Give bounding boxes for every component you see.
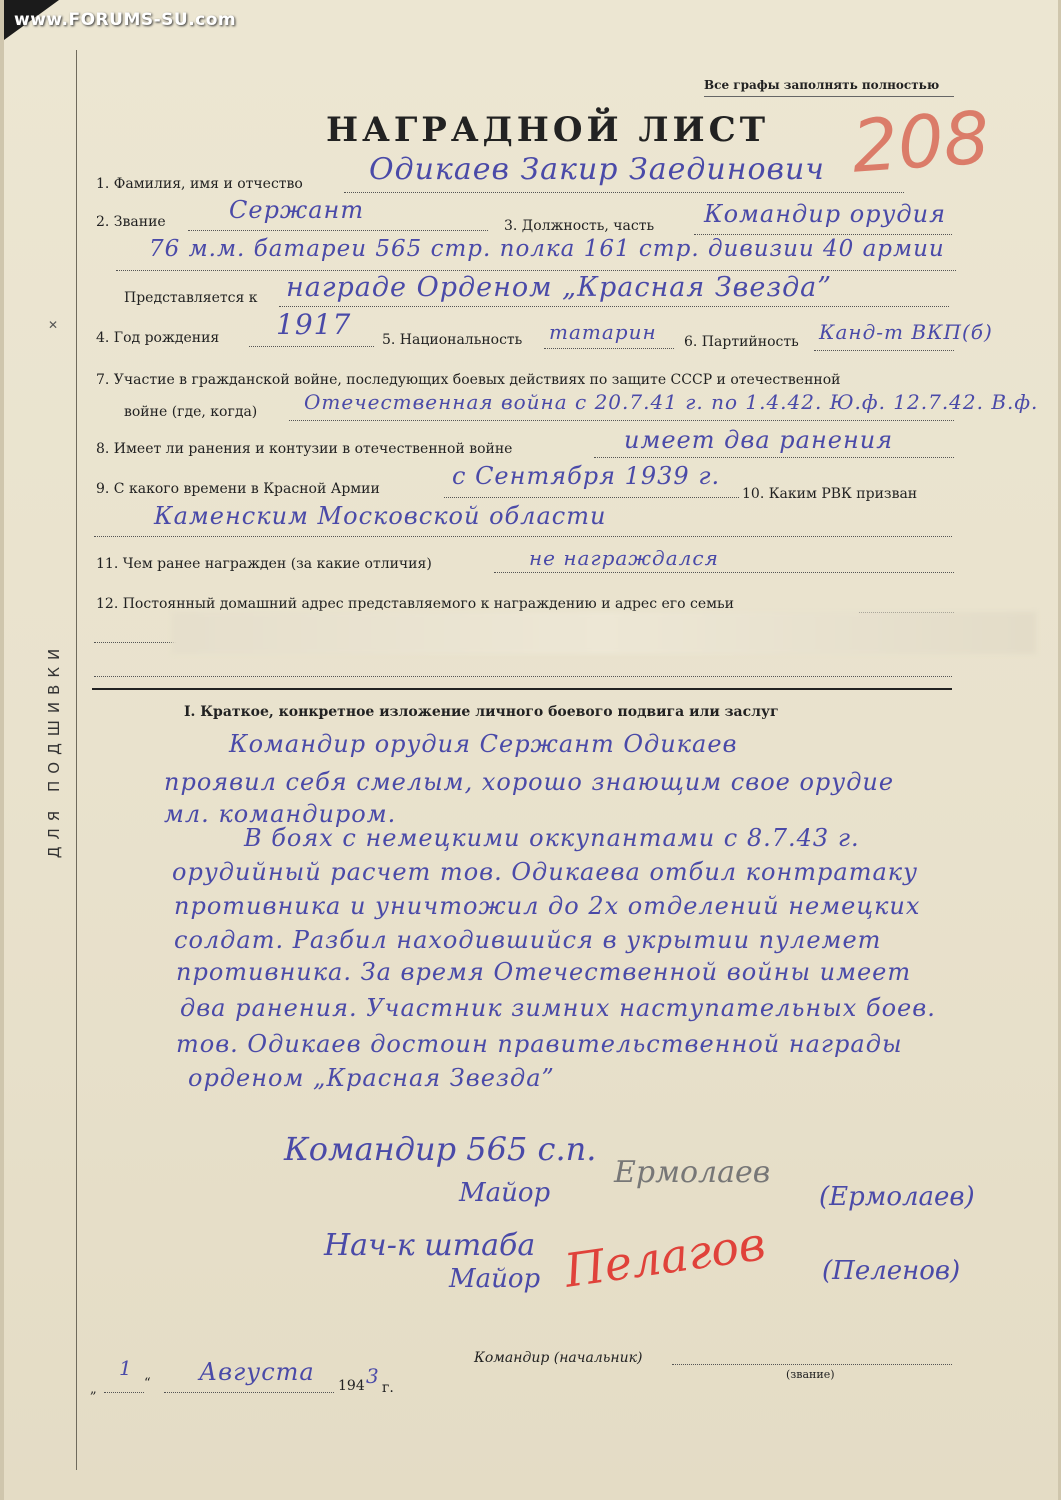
narrative-line: противника и уничтожил до 2х отделений немецких <box>174 892 921 920</box>
date-close-quote: “ <box>144 1376 151 1391</box>
field-12-label: 12. Постоянный домашний адрес представляемого к награждению и адрес его семьи <box>96 596 734 612</box>
field-10-line <box>94 536 952 537</box>
field-10-value: Каменским Московской области <box>154 502 607 530</box>
signer-2-signature: Пелагов <box>561 1216 769 1298</box>
date-month: Августа <box>199 1358 315 1386</box>
present-line <box>279 306 949 307</box>
field-3-value-cont: 76 м.м. батареи 565 стр. полка 161 стр. дивизии 40 армии <box>149 236 945 262</box>
field-9-value: с Сентября 1939 г. <box>452 462 721 490</box>
narrative-line: мл. командиром. <box>164 800 397 828</box>
narrative-line: проявил себя смелым, хорошо знающим свое орудие <box>164 768 895 796</box>
field-7-value: Отечественная война с 20.7.41 г. по 1.4.42. Ю.ф. 12.7.42. В.ф. <box>304 390 1039 414</box>
field-5-label: 5. Национальность <box>382 332 523 348</box>
date-year-end: г. <box>382 1380 394 1396</box>
watermark: www.FORUMS-SU.com <box>14 10 237 30</box>
field-6-label: 6. Партийность <box>684 334 799 350</box>
instruction-text: Все графы заполнять полностью <box>704 78 940 92</box>
field-5-value: татарин <box>549 320 657 344</box>
field-2-line <box>188 230 488 231</box>
present-value: награде Орденом „Красная Звезда” <box>286 272 833 303</box>
field-7-label-b: войне (где, когда) <box>124 404 258 420</box>
field-9-line <box>444 497 739 498</box>
field-8-label: 8. Имеет ли ранения и контузии в отечественной войне <box>96 441 513 457</box>
field-3-label: 3. Должность, часть <box>504 218 655 234</box>
date-year-prefix: 194 <box>338 1378 365 1394</box>
field-2-label: 2. Звание <box>96 214 166 230</box>
field-4-value: 1917 <box>276 308 352 341</box>
redacted-address <box>172 612 1036 654</box>
punch-mark-icon: ✕ <box>48 318 59 332</box>
document-title: НАГРАДНОЙ ЛИСТ <box>326 110 770 150</box>
field-6-line <box>814 350 954 351</box>
field-11-line <box>494 572 954 573</box>
narrative-line: орудийный расчет тов. Одикаева отбил контратаку <box>172 858 919 886</box>
section-divider <box>92 688 952 690</box>
field-3-line-2 <box>116 270 956 271</box>
signer-1-title: Командир 565 с.п. <box>284 1130 597 1168</box>
present-label: Представляется к <box>124 290 258 306</box>
field-12-line-3 <box>94 676 952 677</box>
date-day: 1 <box>119 1356 133 1380</box>
field-8-value: имеет два ранения <box>624 426 894 454</box>
date-day-line <box>104 1392 144 1393</box>
signer-1-rank: Майор <box>459 1178 551 1208</box>
narrative-line: два ранения. Участник зимних наступательных боев. <box>180 994 936 1022</box>
narrative-line: В боях с немецкими оккупантами с 8.7.43 г. <box>244 824 860 852</box>
instruction-underline <box>704 96 954 97</box>
field-5-line <box>544 348 674 349</box>
field-1-value: Одикаев Закир Заединович <box>369 152 825 187</box>
binding-margin-line <box>76 50 77 1470</box>
field-9-label: 9. С какого времени в Красной Армии <box>96 481 380 497</box>
narrative-line: солдат. Разбил находившийся в укрытии пулемет <box>174 926 882 954</box>
field-7-line <box>289 420 954 421</box>
commander-line <box>672 1364 952 1365</box>
field-2-value: Сержант <box>229 196 365 224</box>
signer-1-signature: Ермолаев <box>614 1155 771 1190</box>
field-4-line <box>249 346 374 347</box>
field-1-label: 1. Фамилия, имя и отчество <box>96 176 303 192</box>
field-10-label: 10. Каким РВК призван <box>742 486 918 502</box>
rank-caption: (звание) <box>786 1368 835 1381</box>
stamp-number: 208 <box>849 95 993 189</box>
award-sheet-page <box>4 0 1058 1500</box>
field-6-value: Канд-т ВКП(б) <box>819 320 993 344</box>
narrative-line: тов. Одикаев достоин правительственной награды <box>176 1030 903 1058</box>
date-month-line <box>164 1392 334 1393</box>
section-title: I. Краткое, конкретное изложение личного боевого подвига или заслуг <box>184 704 779 720</box>
narrative-line: орденом „Красная Звезда” <box>188 1064 555 1092</box>
signer-2-title: Нач-к штаба <box>324 1228 536 1263</box>
field-11-value: не награждался <box>529 546 719 570</box>
signer-1-name: (Ермолаев) <box>819 1182 975 1212</box>
commander-label: Командир (начальник) <box>474 1350 643 1366</box>
narrative-line: противника. За время Отечественной войны имеет <box>176 958 912 986</box>
field-7-label-a: 7. Участие в гражданской войне, последующих боевых действиях по защите СССР и отечественной <box>96 372 841 388</box>
signer-2-name: (Пеленов) <box>822 1256 961 1286</box>
field-1-line <box>344 192 904 193</box>
binding-label: ДЛЯ ПОДШИВКИ <box>45 641 63 859</box>
field-3-line <box>694 234 952 235</box>
date-year-suffix: 3 <box>366 1364 380 1388</box>
field-8-line <box>594 457 954 458</box>
narrative-line: Командир орудия Сержант Одикаев <box>229 730 738 758</box>
field-4-label: 4. Год рождения <box>96 330 220 346</box>
field-3-value: Командир орудия <box>704 200 946 228</box>
signer-2-rank: Майор <box>449 1264 541 1294</box>
field-11-label: 11. Чем ранее награжден (за какие отличия) <box>96 556 432 572</box>
date-open-quote: „ <box>90 1382 97 1397</box>
